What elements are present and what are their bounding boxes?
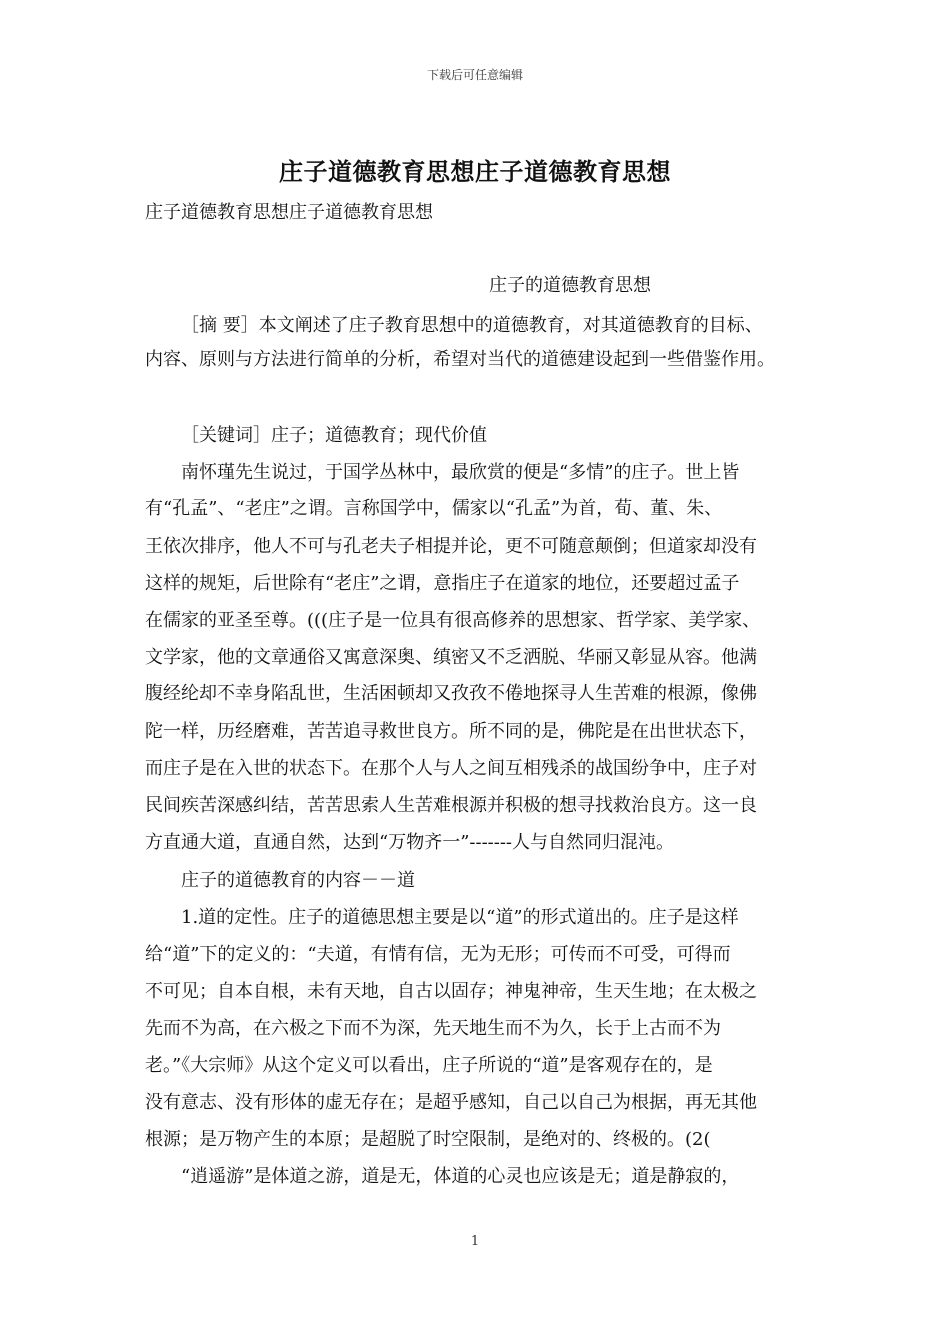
paragraph-line: “逍遥游”是体道之游，道是无，体道的心灵也应该是无；道是静寂的， [181,1166,740,1187]
paragraph-line: 给“道”下的定义的：“夫道，有情有信，无为无形；可传而不可受，可得而 [145,944,731,965]
paragraph-line: 民间疾苦深感纠结，苦苦思索人生苦难根源并积极的想寻找救治良方。这一良 [145,795,757,816]
section-heading: 庄子的道德教育思想 [489,275,651,296]
paragraph-line: 文学家，他的文章通俗又寓意深奥、缜密又不乏洒脱、华丽又彰显从容。他满 [145,647,757,668]
subtitle-line: 庄子道德教育思想庄子道德教育思想 [145,202,433,223]
paragraph-line: 方直通大道，直通自然，达到“万物齐一”-------人与自然同归混沌。 [145,832,674,853]
header-note: 下载后可任意编辑 [426,68,523,82]
paragraph-line: 陀一样，历经磨难，苦苦追寻救世良方。所不同的是，佛陀是在出世状态下， [145,721,757,742]
paragraph-line: 而庄子是在入世的状态下。在那个人与人之间互相残杀的战国纷争中，庄子对 [145,758,757,779]
section-heading: 庄子的道德教育的内容－－道 [181,870,415,891]
paragraph-line: 1.道的定性。庄子的道德思想主要是以“道”的形式道出的。庄子是这样 [181,907,739,928]
paragraph-line: 没有意志、没有形体的虚无存在；是超乎感知，自己以自己为根据，再无其他 [145,1092,757,1113]
keywords-line: ［关键词］庄子；道德教育；现代价值 [181,425,487,446]
page-number: 1 [470,1234,480,1249]
paragraph-line: 先而不为高，在六极之下而不为深，先天地生而不为久，长于上古而不为 [145,1018,721,1039]
paragraph-line: 腹经纶却不幸身陷乱世，生活困顿却又孜孜不倦地探寻人生苦难的根源，像佛 [145,683,757,704]
abstract-line: 内容、原则与方法进行简单的分析，希望对当代的道德建设起到一些借鉴作用。 [145,349,775,370]
paragraph-line: 这样的规矩，后世除有“老庄”之谓，意指庄子在道家的地位，还要超过孟子 [145,573,740,594]
paragraph-line: 南怀瑾先生说过，于国学丛林中，最欣赏的便是“多情”的庄子。世上皆 [181,462,740,483]
paragraph-line: 根源；是万物产生的本原；是超脱了时空限制，是绝对的、终极的。(2( [145,1129,711,1150]
paragraph-line: 有“孔孟”、“老庄”之谓。言称国学中，儒家以“孔孟”为首，荀、董、朱、 [145,498,723,519]
paragraph-line: 老。”《大宗师》从这个定义可以看出，庄子所说的“道”是客观存在的，是 [145,1055,713,1076]
paragraph-line: 在儒家的亚圣至尊。(((庄子是一位具有很高修养的思想家、哲学家、美学家、 [145,610,761,631]
abstract-line: ［摘 要］本文阐述了庄子教育思想中的道德教育，对其道德教育的目标、 [181,315,763,336]
document-title: 庄子道德教育思想庄子道德教育思想 [279,157,671,186]
paragraph-line: 不可见；自本自根，未有天地，自古以固存；神鬼神帝，生天生地；在太极之 [145,981,757,1002]
paragraph-line: 王依次排序，他人不可与孔老夫子相提并论，更不可随意颠倒；但道家却没有 [145,536,757,557]
